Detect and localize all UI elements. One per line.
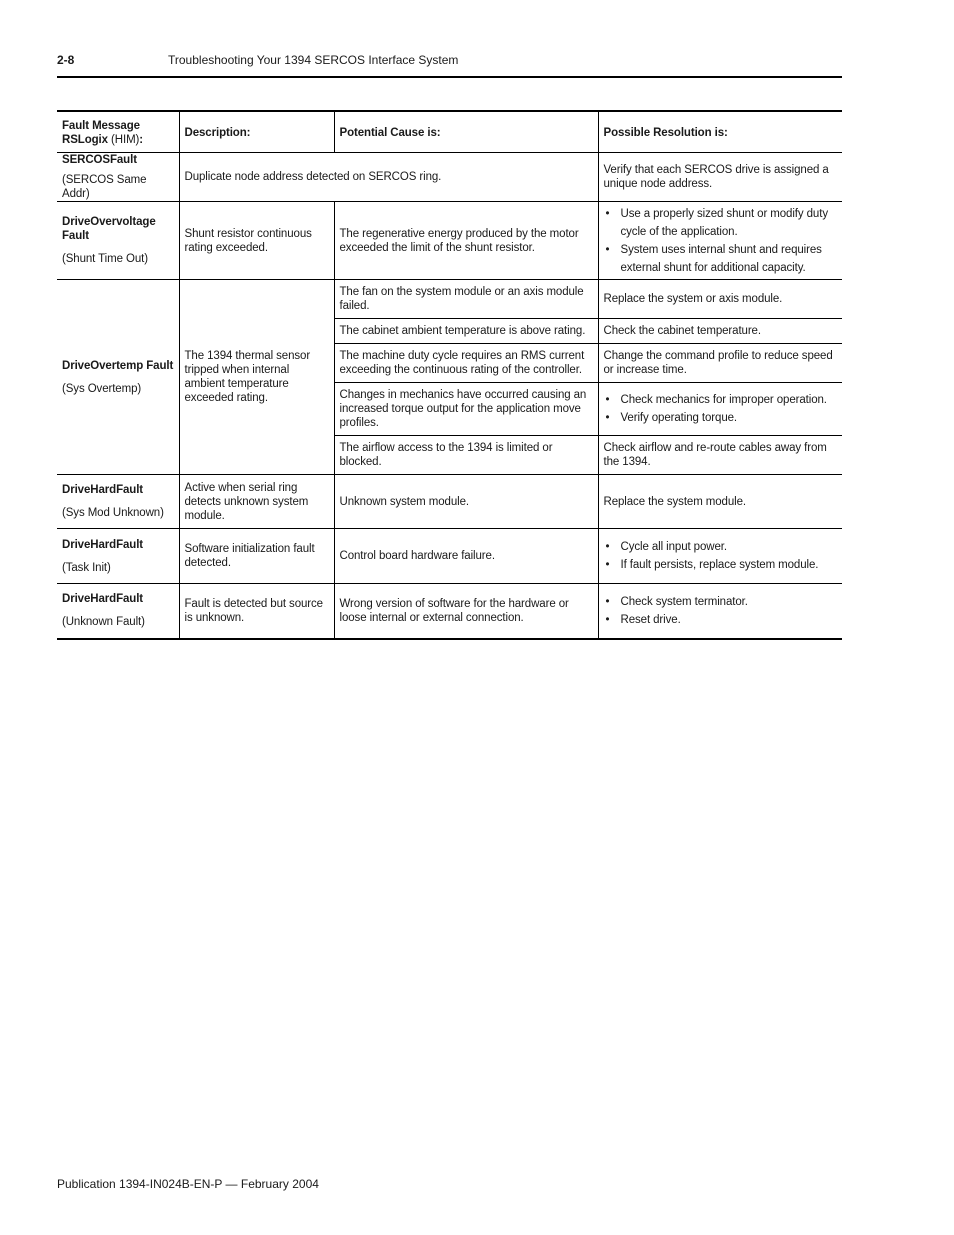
table-row [57, 584, 842, 639]
him-code: (Task Init) [62, 561, 111, 574]
cause-cell: The fan on the system module or an axis module failed. [334, 280, 598, 319]
colon-label: : [139, 133, 144, 146]
cause-cell: Unknown system module. [334, 475, 598, 529]
him-code: (Sys Overtemp) [62, 382, 142, 395]
resolution-item: • Reset drive. [604, 611, 838, 629]
cause-cell: Changes in mechanics have occurred causing an increased torque output for the application move profiles. [334, 383, 598, 436]
resolution-list [604, 205, 838, 277]
him-code: (Sys Mod Unknown) [62, 507, 164, 519]
resolution-cell: Check the cabinet temperature. [598, 319, 842, 344]
table-row [57, 202, 842, 280]
him-code: (SERCOS Same Addr) [62, 174, 147, 200]
resolution-cell [598, 202, 842, 280]
cause-cell: Wrong version of software for the hardware or loose internal or external connection. [334, 584, 598, 639]
resolution-cell: Check airflow and re-route cables away from the 1394. [598, 436, 842, 475]
table-row [57, 153, 842, 202]
description-cell: Fault is detected but source is unknown. [179, 584, 334, 639]
resolution-list [604, 538, 838, 574]
fault-message-cell [57, 280, 179, 475]
rslogix-label: RSLogix [62, 133, 108, 146]
resolution-item: • Use a properly sized shunt or modify duty cycle of the application. [604, 205, 838, 241]
resolution-item: • Check system terminator. [604, 593, 838, 611]
resolution-cell [598, 383, 842, 436]
him-code: (Shunt Time Out) [62, 253, 148, 265]
resolution-cell: Verify that each SERCOS drive is assigned a unique node address. [598, 153, 842, 202]
page-number: 2-8 [57, 53, 75, 67]
description-cell: Duplicate node address detected on SERCOS ring. [179, 153, 598, 202]
resolution-item: • Cycle all input power. [604, 538, 838, 556]
cause-cell: The machine duty cycle requires an RMS current exceeding the continuous rating of the controller. [334, 344, 598, 383]
fault-name: DriveHardFault [62, 593, 144, 606]
fault-message-cell [57, 475, 179, 529]
table-row [57, 280, 842, 319]
resolution-item: • Verify operating torque. [604, 409, 838, 427]
column-header-potential-cause: Potential Cause is: [334, 111, 598, 153]
resolution-item: • Check mechanics for improper operation. [604, 391, 838, 409]
cause-cell: The cabinet ambient temperature is above rating. [334, 319, 598, 344]
cause-cell: Control board hardware failure. [334, 529, 598, 584]
publication-footer: Publication 1394-IN024B-EN-P — February 2004 [57, 1177, 319, 1191]
table-row [57, 475, 842, 529]
resolution-list [604, 593, 838, 629]
resolution-cell: Change the command profile to reduce speed or increase time. [598, 344, 842, 383]
him-label: (HIM) [107, 133, 140, 146]
resolution-item: • If fault persists, replace system module. [604, 556, 838, 574]
fault-name: SERCOSFault [62, 154, 137, 166]
cause-cell: The airflow access to the 1394 is limited or blocked. [334, 436, 598, 475]
fault-name: DriveOvertemp Fault [62, 359, 174, 372]
fault-name: DriveOvervoltage Fault [62, 216, 156, 242]
fault-message-cell [57, 202, 179, 280]
fault-table [57, 110, 842, 640]
resolution-cell [598, 529, 842, 584]
resolution-cell [598, 584, 842, 639]
resolution-item: • System uses internal shunt and requires external shunt for additional capacity. [604, 241, 838, 277]
fault-message-cell [57, 584, 179, 639]
resolution-cell: Replace the system module. [598, 475, 842, 529]
resolution-cell: Replace the system or axis module. [598, 280, 842, 319]
fault-name: DriveHardFault [62, 538, 144, 551]
fault-message-cell [57, 529, 179, 584]
table-header-row [57, 111, 842, 153]
cause-cell: The regenerative energy produced by the motor exceeded the limit of the shunt resistor. [334, 202, 598, 280]
description-cell: The 1394 thermal sensor tripped when internal ambient temperature exceeded rating. [179, 280, 334, 475]
fault-message-label: Fault Message [62, 119, 140, 132]
page-header [57, 52, 842, 78]
column-header-description: Description: [179, 111, 334, 153]
description-cell: Software initialization fault detected. [179, 529, 334, 584]
running-title: Troubleshooting Your 1394 SERCOS Interface System [168, 53, 459, 67]
column-header-possible-resolution: Possible Resolution is: [598, 111, 842, 153]
description-cell: Shunt resistor continuous rating exceeded. [179, 202, 334, 280]
fault-message-cell [57, 153, 179, 202]
fault-name: DriveHardFault [62, 484, 144, 496]
resolution-list [604, 391, 838, 427]
him-code: (Unknown Fault) [62, 616, 145, 629]
column-header-fault-message [57, 111, 179, 153]
table-row [57, 529, 842, 584]
description-cell: Active when serial ring detects unknown system module. [179, 475, 334, 529]
